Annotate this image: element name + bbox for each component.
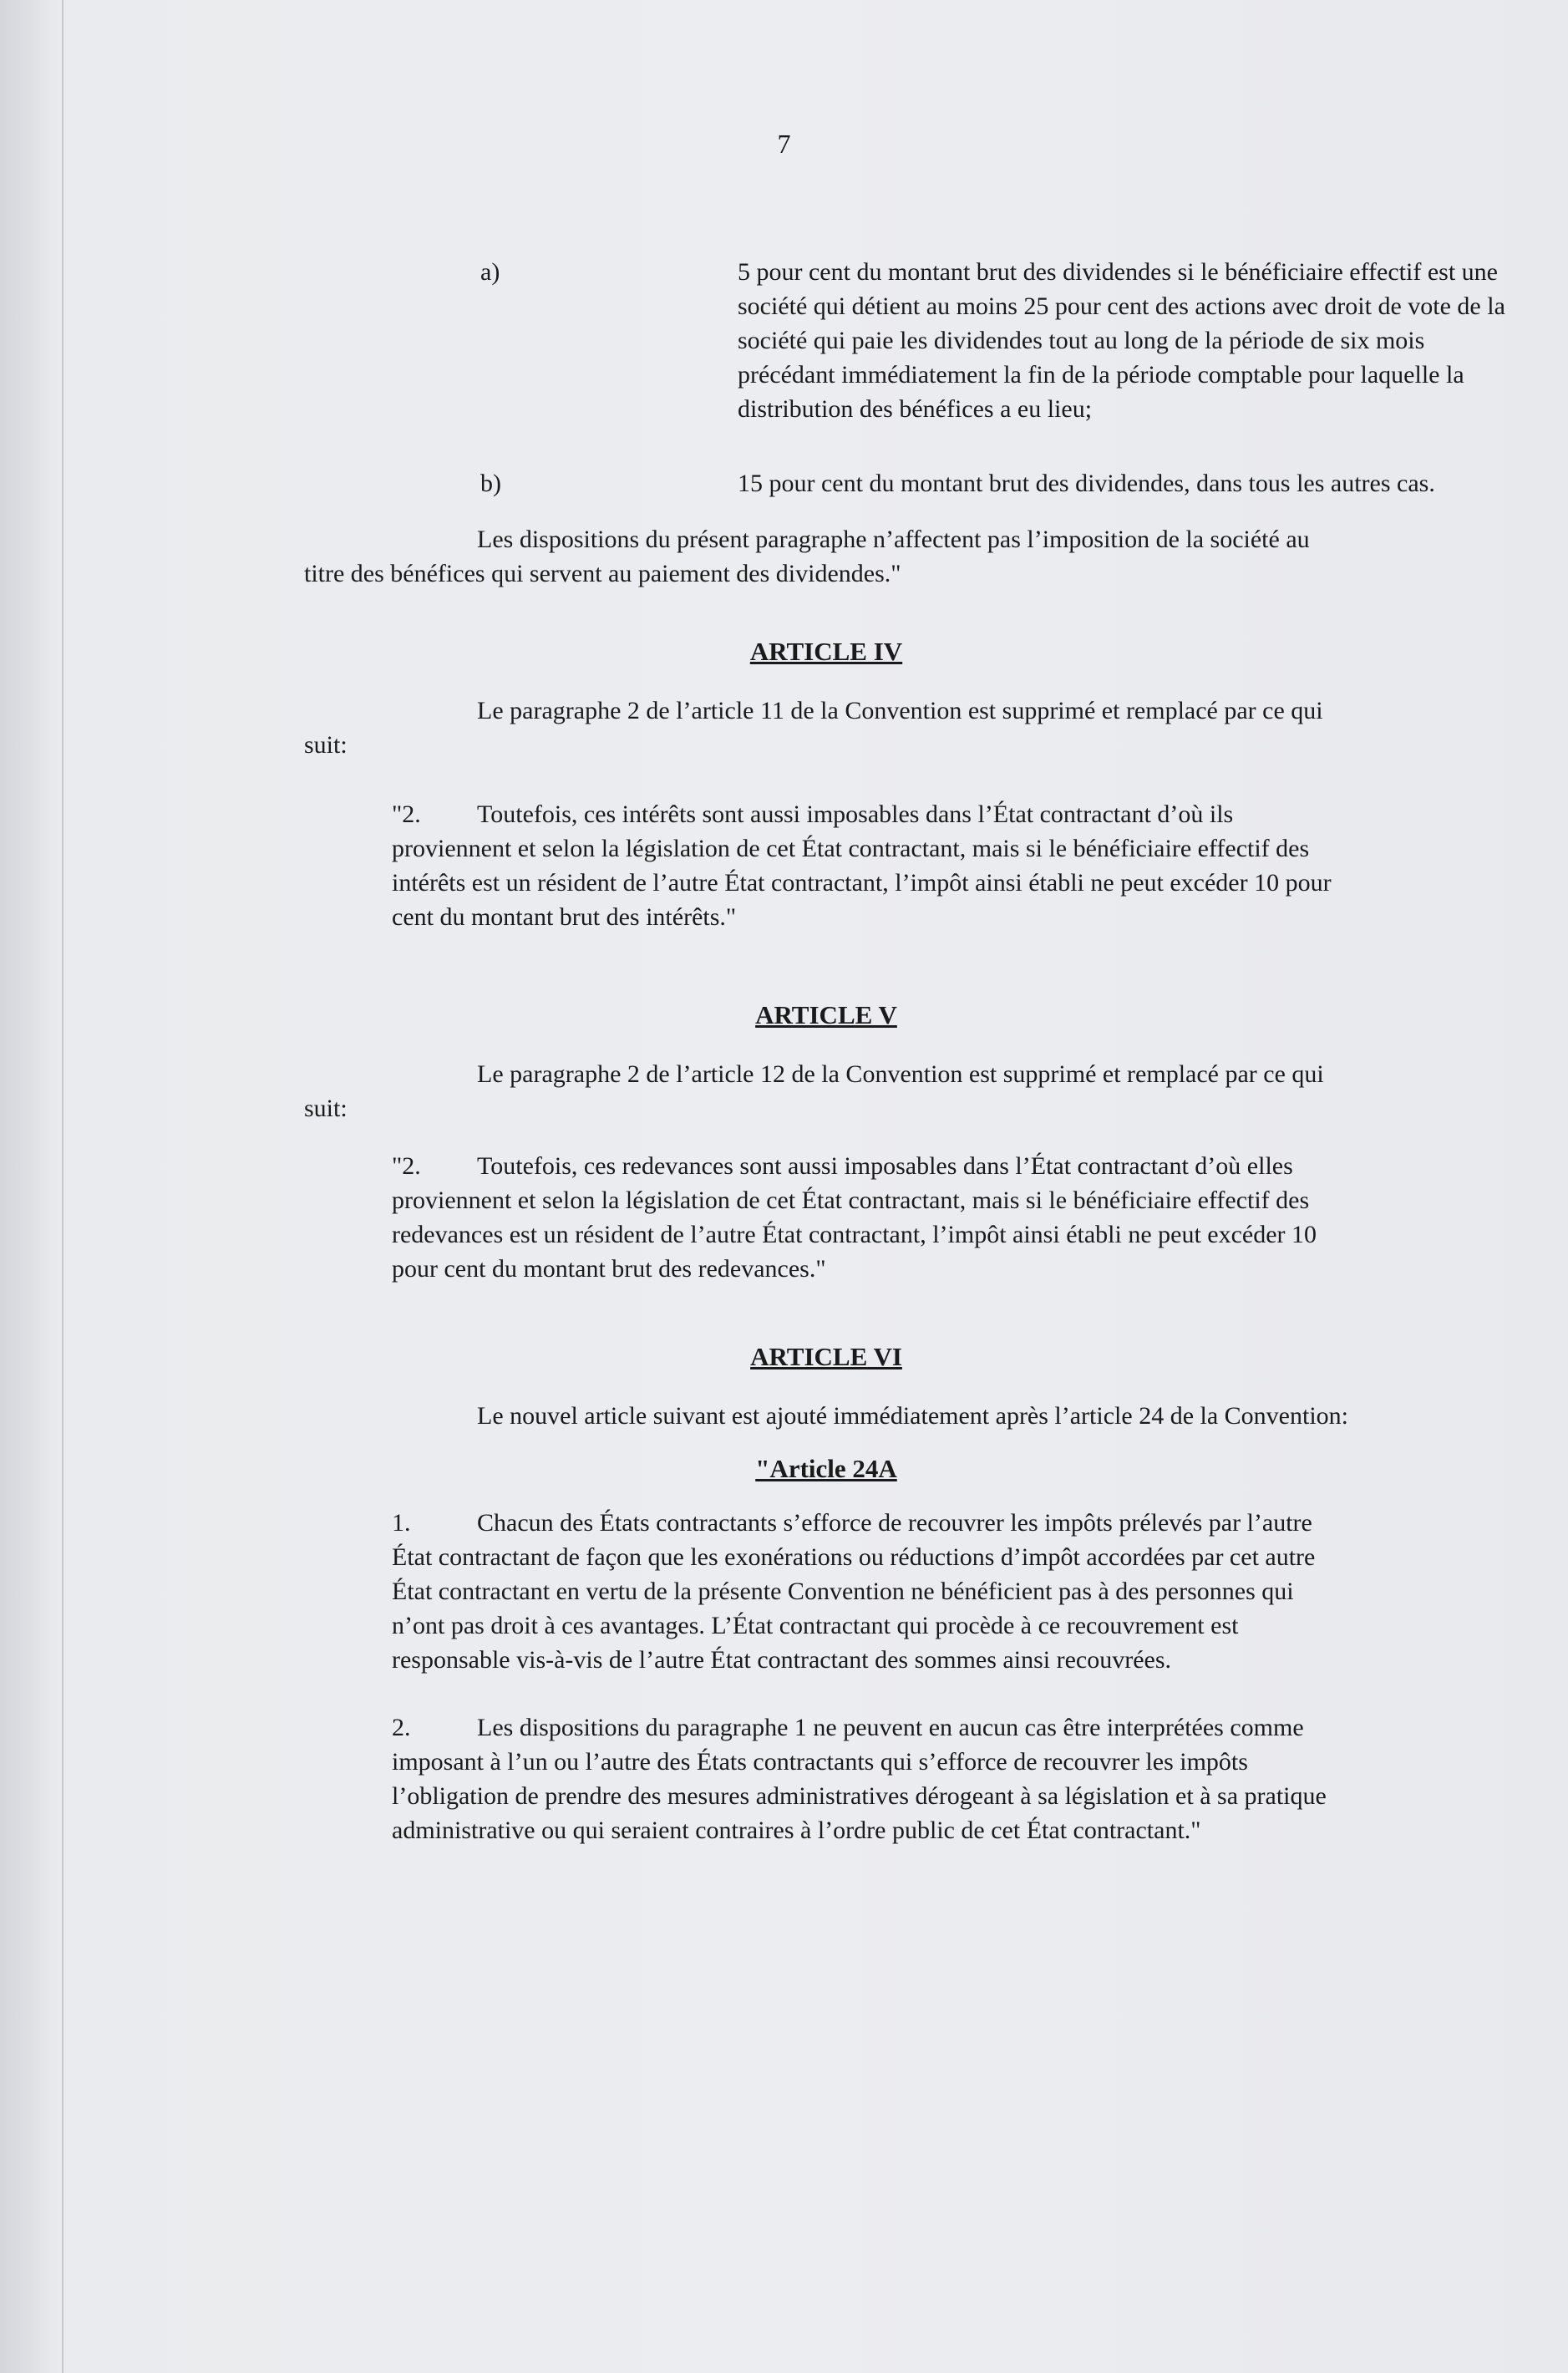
page-edge-line (62, 0, 63, 2373)
article-24a-heading: "Article 24A (755, 1454, 897, 1483)
list-item-label: b) (480, 470, 501, 497)
paragraph-text: Chacun des États contractants s’efforce de recouvrer les impôts prélevés par l’autre État contractant de façon que les exonérations ou réductions d’impôt accordées par cet autre État contractant en vertu de la présente Convention ne bénéficient pas à des personnes qui n’ont pas droit à ces avantages. L’État contractant qui procède à ce recouvrement est responsable vis-à-vis de l’autre État contractant des sommes ainsi recouvrées. (392, 1509, 1316, 1674)
article-v-quote (392, 1149, 1348, 1286)
quote-number: "2. (392, 1152, 421, 1180)
quote-number: "2. (392, 800, 421, 828)
list-item-text: 5 pour cent du montant brut des dividendes si le bénéficiaire effectif est une société qui détient au moins 25 pour cent des actions avec droit de vote de la société qui paie les dividendes tout au long de la période de six mois précédant immédiatement la fin de la période comptable pour laquelle la distribution des bénéfices a eu lieu; (738, 258, 1505, 423)
closing-paragraph: Les dispositions du présent paragraphe n’affectent pas l’imposition de la société au titre des bénéfices qui servent au paiement des dividendes." (304, 526, 1310, 587)
article-iv-intro: Le paragraphe 2 de l’article 11 de la Convention est supprimé et remplacé par ce qui suit: (304, 697, 1323, 759)
paragraph-number: 2. (392, 1714, 411, 1741)
list-item-a (480, 255, 1505, 426)
article-v-heading: ARTICLE V (755, 1000, 897, 1029)
list-item-b (480, 466, 1435, 501)
paragraph-text: Les dispositions du paragraphe 1 ne peuvent en aucun cas être interprétées comme imposant à l’un ou l’autre des États contractants qui s’efforce de recouvrer les impôts l’obligation de prendre des mesures administratives dérogeant à sa législation et à sa pratique administrative ou qui seraient contraires à l’ordre public de cet État contractant." (392, 1714, 1327, 1844)
document-body (304, 255, 1505, 1847)
article-v-intro: Le paragraphe 2 de l’article 12 de la Convention est supprimé et remplacé par ce qui suit: (304, 1060, 1324, 1122)
article-vi-intro: Le nouvel article suivant est ajouté immédiatement après l’article 24 de la Convention: (477, 1402, 1348, 1430)
list-item-text: 15 pour cent du montant brut des dividendes, dans tous les autres cas. (738, 470, 1435, 497)
article-iv-quote (392, 797, 1348, 934)
article-24a-paragraph-2 (392, 1710, 1348, 1847)
page-number: 7 (777, 129, 791, 159)
article-vi-heading: ARTICLE VI (750, 1342, 902, 1371)
quote-text: Toutefois, ces redevances sont aussi imposables dans l’État contractant d’où elles proviennent et selon la législation de cet État contractant, mais si le bénéficiaire effectif des redevances est un résident de l’autre État contractant, l’impôt ainsi établi ne peut excéder 10 pour cent du montant brut des redevances." (392, 1152, 1317, 1283)
article-24a-paragraph-1 (392, 1506, 1348, 1677)
quote-text: Toutefois, ces intérêts sont aussi imposables dans l’État contractant d’où ils proviennent et selon la législation de cet État contractant, mais si le bénéficiaire effectif des intérêts est un résident de l’autre État contractant, l’impôt ainsi établi ne peut excéder 10 pour cent du montant brut des intérêts." (392, 800, 1332, 931)
article-iv-heading: ARTICLE IV (749, 637, 903, 666)
paragraph-number: 1. (392, 1509, 411, 1537)
list-item-label: a) (480, 258, 500, 286)
